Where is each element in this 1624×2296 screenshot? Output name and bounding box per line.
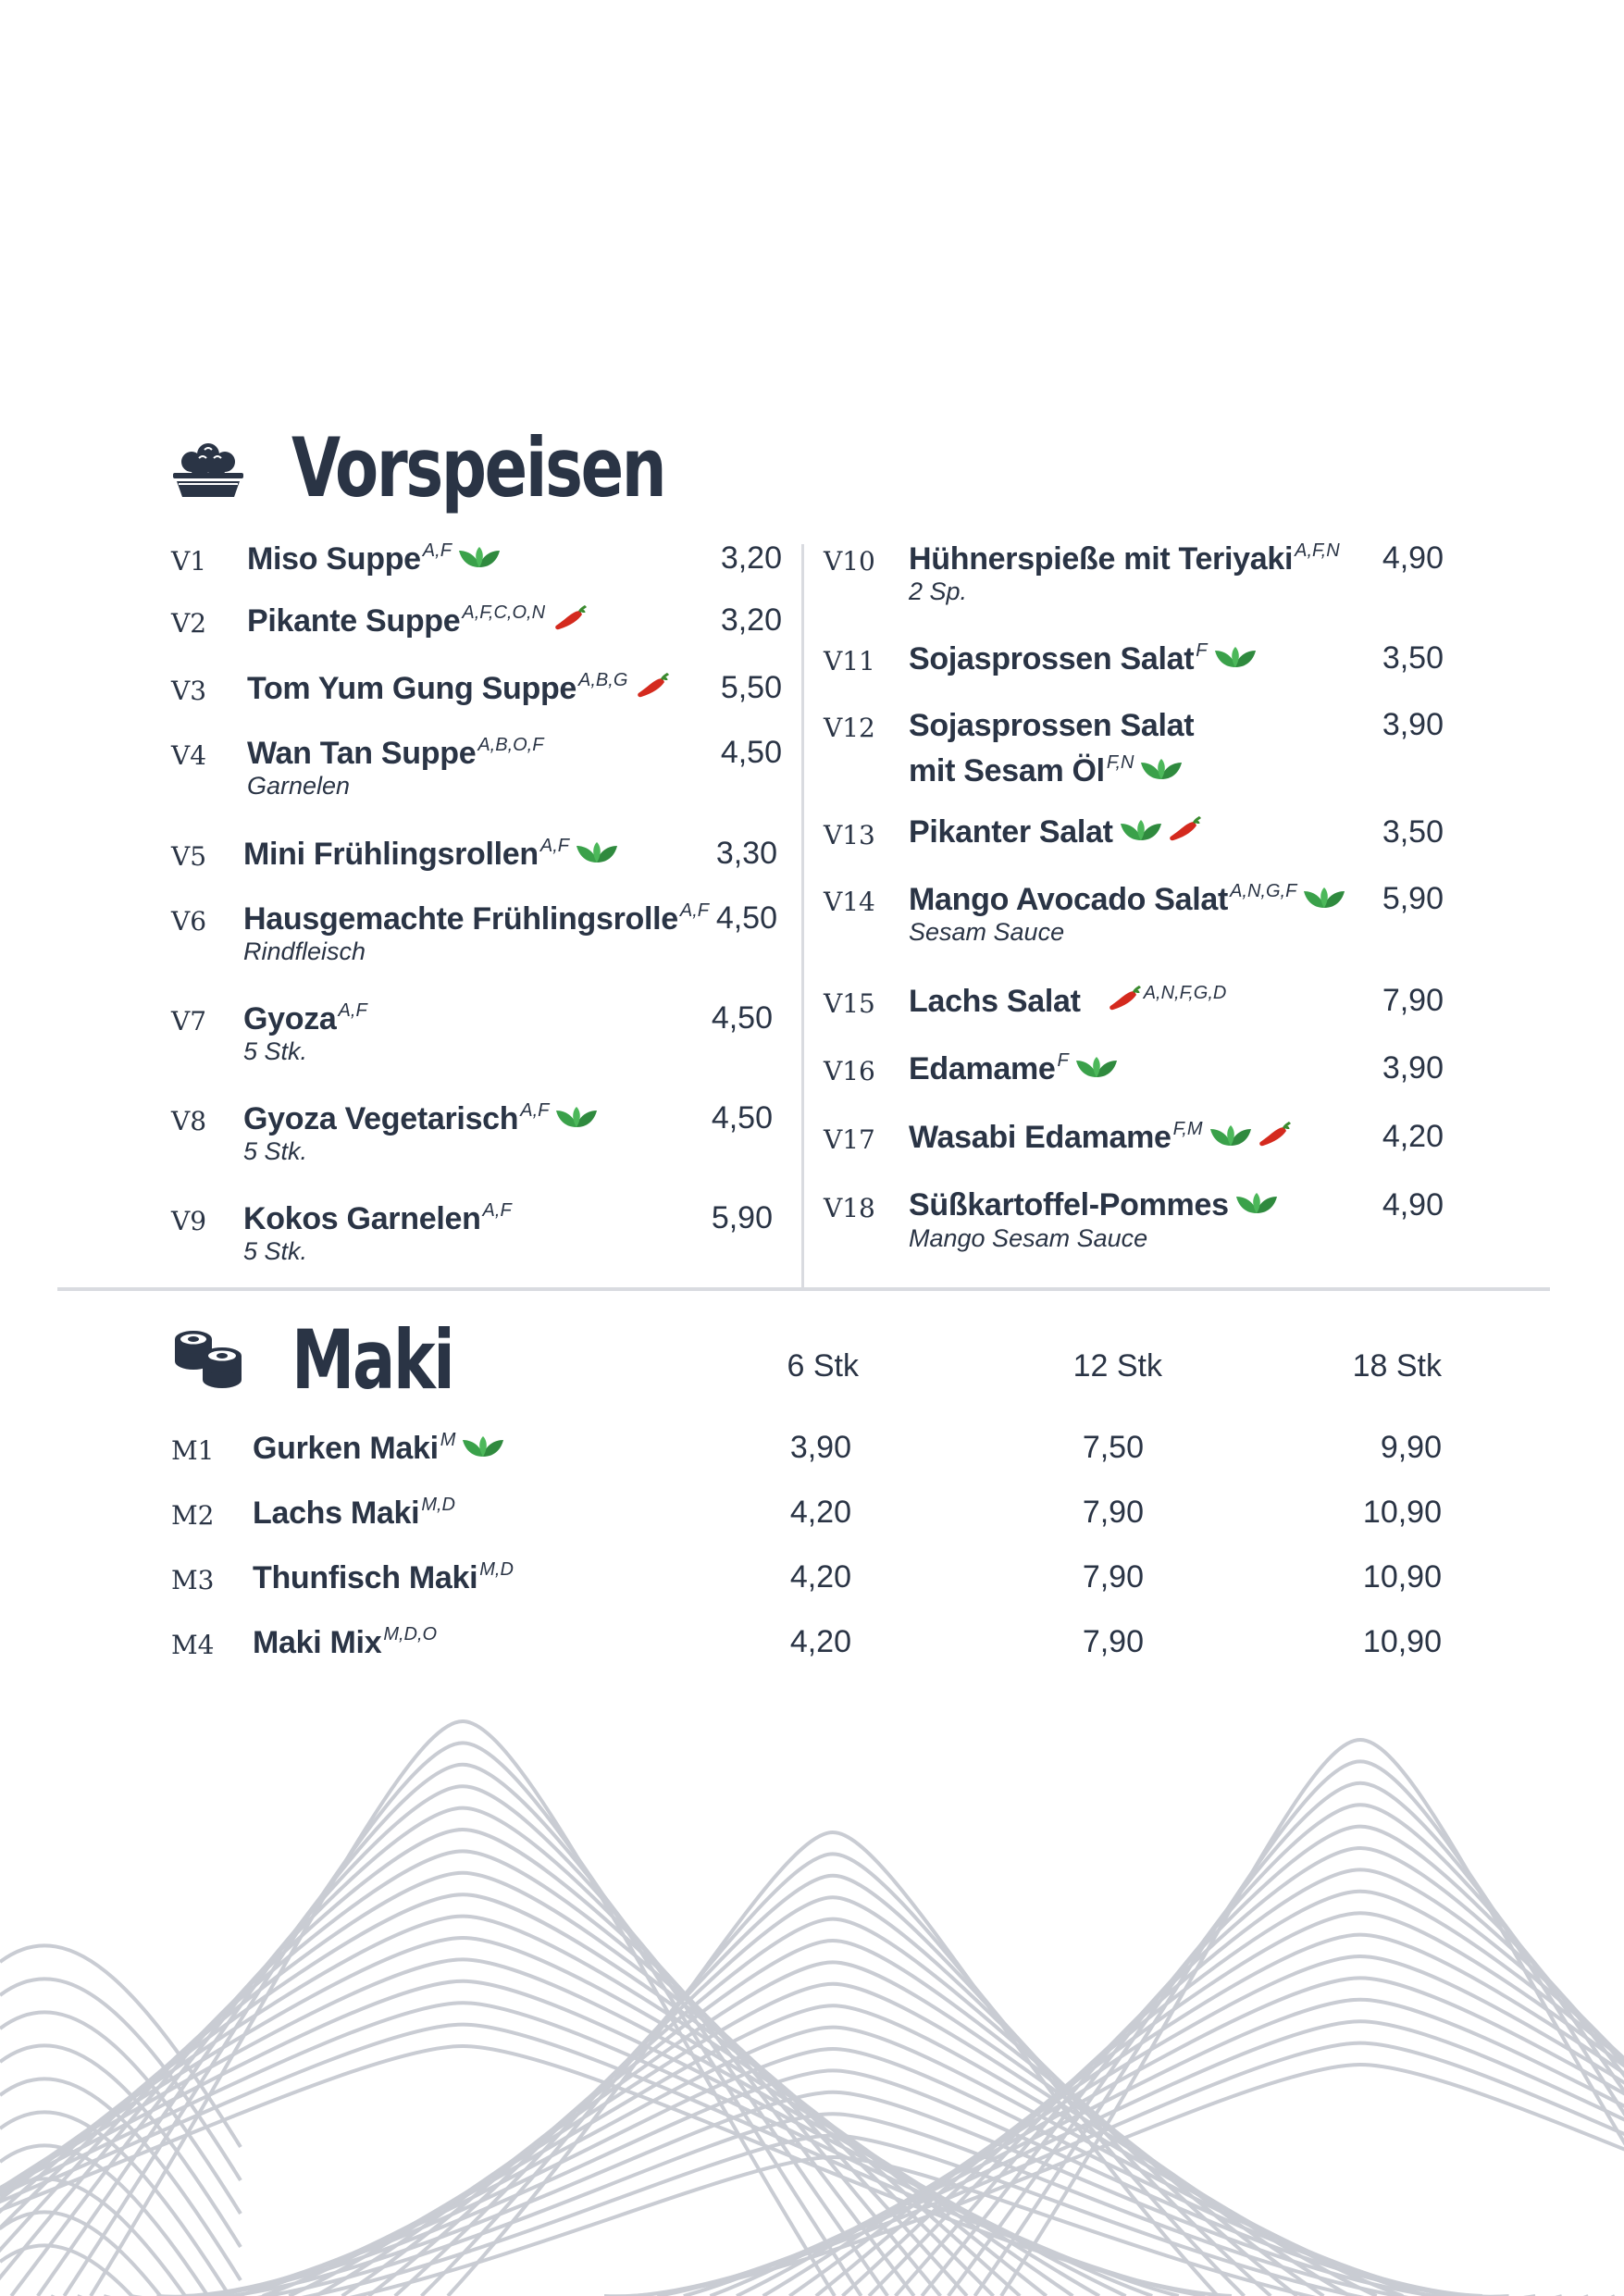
item-name: [909, 1119, 1292, 1158]
mountain-line-art: [0, 1703, 1624, 2296]
item-description: 2 Sp.: [909, 577, 968, 605]
vegetarian-leaf-icon: [575, 838, 619, 875]
item-tags: [631, 673, 670, 709]
item-name-text: Gurken Maki: [253, 1431, 439, 1466]
item-name-text: Gyoza Vegetarisch: [243, 1101, 519, 1136]
vegetarian-leaf-icon: [1139, 754, 1184, 791]
maki-price: 7,90: [1082, 1495, 1144, 1530]
item-description: Garnelen: [247, 772, 351, 800]
item-code: M3: [171, 1565, 215, 1595]
item-name: [909, 1187, 1279, 1225]
item-name-line2: mit Sesam Öl: [909, 753, 1105, 788]
item-tags: [1233, 1189, 1279, 1225]
item-name: [909, 983, 1226, 1022]
item-name: [253, 1624, 440, 1661]
item-code: V10: [824, 546, 875, 577]
item-price: 4,20: [1382, 1119, 1444, 1154]
chili-icon: [1165, 816, 1202, 852]
chili-icon: [633, 673, 670, 709]
item-name-text: Lachs Salat: [909, 984, 1081, 1019]
allergen-codes: A,F: [482, 1200, 512, 1221]
item-name: [909, 640, 1258, 679]
item-code: V6: [171, 906, 207, 937]
item-name-text: Wasabi Edamame: [909, 1120, 1172, 1155]
item-tags: [455, 543, 502, 579]
item-code: V7: [171, 1006, 207, 1036]
item-price: 3,50: [1382, 640, 1444, 676]
item-name-text: Miso Suppe: [247, 541, 421, 577]
item-code: V3: [171, 676, 207, 706]
item-code: V13: [824, 820, 875, 850]
item-name-text: Hühnerspieße mit Teriyaki: [909, 541, 1294, 577]
mountain-contour-line: [0, 1981, 1152, 2296]
allergen-codes: A,F: [338, 1000, 367, 1021]
mountain-contour-line: [448, 1832, 1218, 2296]
item-price: 5,90: [711, 1200, 773, 1235]
item-name-text: Mini Frühlingsrollen: [243, 837, 539, 872]
item-price: 4,90: [1382, 540, 1444, 576]
section-divider: [57, 1287, 1550, 1291]
maki-price: 3,90: [789, 1430, 851, 1465]
maki-price: 7,90: [1082, 1559, 1144, 1595]
item-code: V16: [824, 1056, 875, 1086]
item-name: [243, 1200, 515, 1237]
item-code: V18: [824, 1193, 875, 1223]
item-code: V14: [824, 887, 875, 917]
item-name: [909, 707, 1194, 791]
item-tags: [1072, 1053, 1119, 1089]
item-tags: [573, 838, 619, 875]
mountain-contour-line: [974, 1761, 1624, 2296]
item-name: [247, 540, 502, 579]
item-name-text: Wan Tan Suppe: [247, 736, 477, 771]
item-code: V11: [824, 646, 875, 676]
maki-col-6: 6 Stk: [787, 1348, 859, 1384]
item-price: 3,30: [715, 836, 777, 871]
item-tags: [1103, 986, 1142, 1022]
vegetarian-leaf-icon: [554, 1103, 599, 1139]
vegetarian-leaf-icon: [1119, 816, 1163, 852]
maki-price: 10,90: [1362, 1495, 1442, 1530]
maki-price: 7,50: [1082, 1430, 1144, 1465]
item-name: [247, 670, 670, 709]
item-name-text: Pikanter Salat: [909, 814, 1113, 850]
item-name: [909, 881, 1346, 920]
item-price: 4,90: [1382, 1187, 1444, 1222]
item-description: Sesam Sauce: [909, 918, 1065, 946]
allergen-codes: M: [440, 1430, 456, 1450]
item-name-text: Edamame: [909, 1051, 1056, 1086]
item-name-text: Maki Mix: [253, 1625, 382, 1660]
maki-price: 7,90: [1082, 1624, 1144, 1659]
allergen-codes: A,F: [422, 540, 452, 561]
item-tags: [1137, 754, 1184, 791]
item-price: 4,50: [720, 735, 782, 770]
mountain-contour-line: [51, 2157, 1615, 2296]
maki-price: 10,90: [1362, 1624, 1442, 1659]
allergen-codes: A,F: [679, 900, 710, 921]
item-tags: [1211, 643, 1258, 679]
item-code: M4: [171, 1630, 215, 1660]
item-price: 5,90: [1382, 881, 1444, 916]
item-price: 3,90: [1382, 707, 1444, 742]
allergen-codes: A,F: [520, 1100, 550, 1121]
maki-col-18: 18 Stk: [1352, 1348, 1442, 1384]
item-name: [243, 1000, 371, 1037]
item-tags: [1117, 816, 1202, 852]
item-code: M1: [171, 1435, 215, 1466]
item-code: M2: [171, 1500, 215, 1531]
allergen-codes: A,F,N: [1295, 540, 1340, 561]
bowl-icon: [171, 436, 245, 501]
vegetarian-leaf-icon: [457, 543, 502, 579]
column-divider: [801, 544, 804, 1289]
item-name-text: Mango Avocado Salat: [909, 882, 1229, 917]
item-tags: [1207, 1122, 1292, 1158]
item-name-text: Lachs Maki: [253, 1496, 420, 1531]
item-price: 5,50: [720, 670, 782, 705]
allergen-codes: A,F: [539, 836, 570, 856]
maki-title: Maki: [291, 1312, 453, 1408]
item-price: 3,20: [720, 540, 782, 576]
item-price: 3,50: [1382, 814, 1444, 850]
item-price: 3,20: [720, 602, 782, 638]
item-name: [243, 836, 619, 875]
mountain-contour-line: [0, 2112, 241, 2296]
allergen-codes: M,D,O: [383, 1624, 438, 1644]
item-code: V8: [171, 1106, 207, 1136]
item-description: 5 Stk.: [243, 1137, 308, 1165]
item-name-text: Kokos Garnelen: [243, 1201, 481, 1236]
item-name: [909, 1050, 1119, 1089]
item-name-text: Tom Yum Gung Suppe: [247, 671, 577, 706]
allergen-codes: F: [1057, 1050, 1069, 1071]
maki-price: 4,20: [789, 1495, 851, 1530]
item-price: 4,50: [711, 1100, 773, 1136]
chili-icon: [1105, 986, 1142, 1022]
item-name: [253, 1430, 505, 1469]
maki-price: 4,20: [789, 1559, 851, 1595]
item-price: 7,90: [1382, 983, 1444, 1018]
item-name: [243, 900, 713, 937]
item-description: 5 Stk.: [243, 1237, 308, 1265]
item-code: V2: [171, 608, 207, 639]
item-name-text: Sojasprossen Salat: [909, 641, 1195, 676]
item-name-text: Gyoza: [243, 1001, 337, 1036]
item-name: [253, 1559, 517, 1596]
vegetarian-leaf-icon: [461, 1433, 505, 1469]
allergen-codes: M,D: [421, 1495, 455, 1515]
item-name: [909, 540, 1344, 577]
vegetarian-leaf-icon: [1209, 1122, 1253, 1158]
mountain-contour-line: [1001, 1740, 1624, 2296]
allergen-codes: M,D: [479, 1559, 514, 1580]
item-price: 3,90: [1382, 1050, 1444, 1086]
item-description: Rindfleisch: [243, 937, 366, 965]
vegetarian-leaf-icon: [1234, 1189, 1279, 1225]
item-code: V15: [824, 988, 875, 1019]
allergen-codes: F,M: [1172, 1119, 1203, 1139]
item-code: V12: [824, 713, 875, 743]
item-name-text: Sojasprossen Salat: [909, 708, 1195, 743]
maki-heading: [171, 1312, 499, 1408]
item-code: V17: [824, 1124, 875, 1155]
item-code: V5: [171, 841, 207, 872]
item-name-text: Hausgemachte Frühlingsrolle: [243, 901, 678, 937]
chili-icon: [1255, 1122, 1292, 1158]
item-tags: [459, 1433, 505, 1469]
item-description: 5 Stk.: [243, 1037, 308, 1065]
allergen-codes: A,B,G: [578, 670, 628, 690]
item-code: V1: [171, 546, 207, 577]
item-name: [253, 1495, 459, 1532]
allergen-codes: A,F,C,O,N: [462, 602, 546, 623]
allergen-codes: F: [1196, 640, 1208, 661]
vegetarian-leaf-icon: [1074, 1053, 1119, 1089]
item-code: V4: [171, 740, 207, 771]
allergen-codes: A,N,F,G,D: [1143, 983, 1227, 1003]
item-code: V9: [171, 1206, 207, 1236]
item-price: 4,50: [715, 900, 777, 936]
allergen-codes: A,B,O,F: [477, 735, 544, 755]
vorspeisen-title: Vorspeisen: [291, 420, 665, 515]
mountain-contour-line: [0, 1808, 940, 2296]
allergen-codes: F,N: [1106, 752, 1134, 773]
vegetarian-leaf-icon: [1213, 643, 1258, 679]
item-name-text: Thunfisch Maki: [253, 1560, 478, 1595]
item-price: 4,50: [711, 1000, 773, 1036]
mountain-contour-line: [156, 2070, 1508, 2296]
maki-price: 9,90: [1380, 1430, 1442, 1465]
item-description: Mango Sesam Sauce: [909, 1224, 1148, 1252]
item-tags: [552, 1103, 599, 1139]
chili-icon: [551, 605, 588, 641]
maki-price: 10,90: [1362, 1559, 1442, 1595]
item-name-text: Pikante Suppe: [247, 603, 461, 639]
sushi-roll-icon: [171, 1328, 245, 1393]
maki-col-12: 12 Stk: [1072, 1348, 1162, 1384]
maki-price: 4,20: [789, 1624, 851, 1659]
item-name: [247, 602, 588, 641]
item-name-text: Süßkartoffel-Pommes: [909, 1187, 1229, 1222]
item-tags: [549, 605, 588, 641]
vorspeisen-heading: [171, 420, 770, 515]
allergen-codes: A,N,G,F: [1230, 881, 1297, 901]
item-name: [909, 814, 1202, 852]
item-name: [247, 735, 547, 772]
item-name: [243, 1100, 599, 1139]
